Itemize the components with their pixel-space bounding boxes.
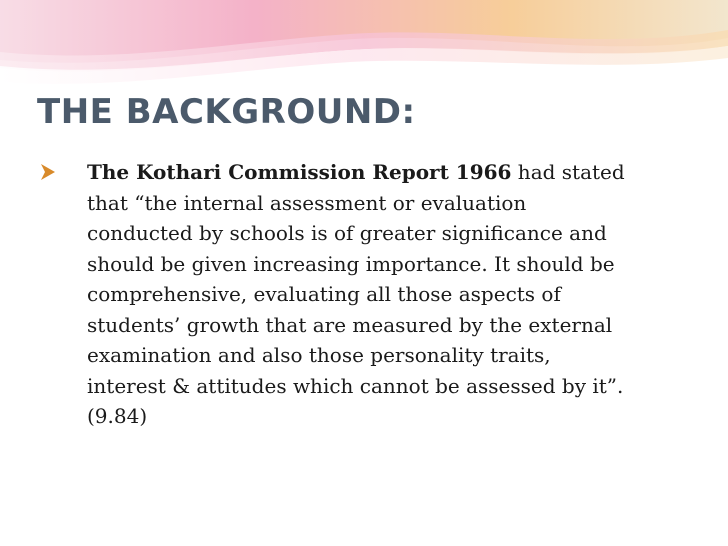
first-line-rest: had stated	[511, 160, 625, 184]
bullet-line: students’ growth that are measured by the external	[87, 312, 613, 337]
bullet-line: comprehensive, evaluating all those aspects of	[87, 282, 561, 306]
bullet-line: interest & attitudes which cannot be assessed by it”.	[87, 373, 624, 398]
bullet-text	[87, 157, 697, 432]
bullet-line-1	[87, 157, 697, 188]
bullet-line: that “the internal assessment or evaluation	[87, 190, 527, 215]
bullet-line: conducted by schools is of greater significance and	[87, 221, 607, 245]
bullet-line: examination and also those personality traits,	[87, 343, 551, 367]
bullet-line: (9.84)	[87, 404, 148, 428]
slide-title: THE BACKGROUND:	[37, 92, 416, 132]
bullet-line: should be given increasing importance. It should be	[87, 251, 615, 276]
report-title: The Kothari Commission Report 1966	[87, 160, 512, 184]
arrow-bullet-icon	[40, 163, 56, 181]
